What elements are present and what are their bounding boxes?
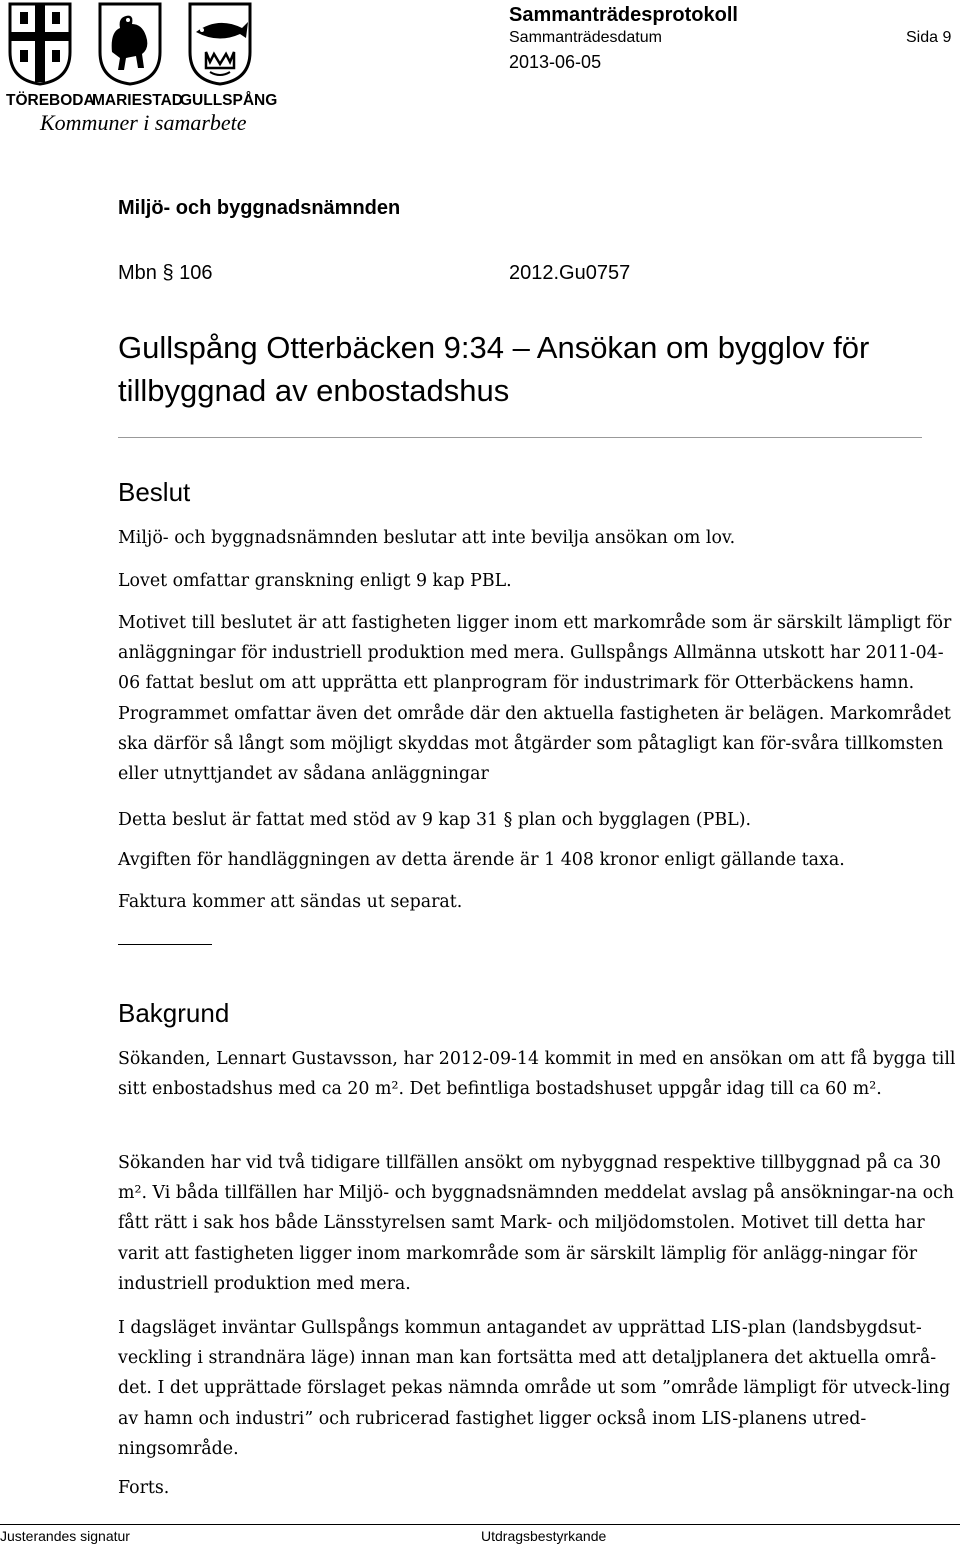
protocol-title: Sammanträdesprotokoll	[509, 4, 738, 26]
gullspang-crest-icon	[188, 2, 252, 86]
background-paragraph: Sökanden har vid två tidigare tillfällen ansökt om nybyggnad respektive tillbyggnad på ca 30 m². Vi båda tillfällen har Miljö- och byggnadsnämnden meddelat avslag på ansökningar-na och fått rätt i sak hos både Länsstyrelsen samt Mark- och miljödomstolen. Motivet till detta har varit att fastigheten ligger inom markområde som är särskilt lämplig för anlägg-ningar för industriell produktion med mera.	[118, 1153, 954, 1294]
background-paragraph: Sökanden, Lennart Gustavsson, har 2012-09-14 kommit in med en ansökan om att få bygga till sitt enbostadshus med ca 20 m². Det befintliga bostadshuset uppgår idag till ca 60 m².	[118, 1049, 956, 1100]
municipality-crests	[6, 2, 278, 135]
section-heading-bakgrund: Bakgrund	[118, 998, 230, 1028]
divider	[118, 437, 922, 438]
town-name-gullspang: GULLSPÅNG	[180, 92, 278, 109]
paragraph-number: Mbn § 106	[118, 262, 213, 284]
decision-paragraph: Lovet omfattar granskning enligt 9 kap PBL.	[118, 571, 512, 591]
page-number: Sida 9	[906, 29, 952, 46]
decision-paragraph: Motivet till beslutet är att fastigheten ligger inom ett markområde som är särskilt lämpligt för anläggningar för industriell produktion med mera. Gullspångs Allmänna utskott har 2011-04-06 fattat beslut om att upprätta ett planprogram för industrimark för Otterbäckens hamn. Programmet omfattar även det område där den aktuella fastigheten är belägen. Markområdet ska därför så långt som möjligt skyddas mot åtgärder som påtagligt kan för-svåra tillkomsten eller utnyttjandet av sådana anläggningar	[118, 613, 952, 785]
section-divider	[118, 944, 212, 945]
decision-paragraph: Detta beslut är fattat med stöd av 9 kap 31 § plan och bygglagen (PBL).	[118, 810, 752, 830]
background-paragraph: I dagsläget inväntar Gullspångs kommun antagandet av upprättad LIS-plan (landsbygdsut-veckling i strandnära läge) innan man kan fortsätta med att detaljplanera det aktuella områ-det. I det upprättade förslaget pekas nämnda område ut som ”område lämpligt för utveck-ling av hamn och industri” och rubricerad fastighet ligger också inom LIS-planens utred-ningsområde.	[118, 1318, 951, 1459]
case-title: Gullspång Otterbäcken 9:34 – Ansökan om bygglov för tillbyggnad av enbostadshus	[118, 330, 870, 408]
diary-number: 2012.Gu0757	[509, 262, 631, 284]
footer-divider	[0, 1524, 960, 1525]
decision-paragraph: Miljö- och byggnadsnämnden beslutar att inte bevilja ansökan om lov.	[118, 528, 736, 548]
tagline: Kommuner i samarbete	[40, 110, 247, 135]
town-name-toreboda: TÖREBODA	[6, 92, 95, 109]
section-heading-beslut: Beslut	[118, 477, 191, 507]
town-name-mariestad: MARIESTAD	[92, 92, 183, 109]
decision-paragraph: Faktura kommer att sändas ut separat.	[118, 892, 463, 912]
continued-note: Forts.	[118, 1478, 170, 1498]
date-label: Sammanträdesdatum	[509, 29, 662, 46]
toreboda-crest-icon	[8, 2, 72, 86]
extract-label: Utdragsbestyrkande	[481, 1528, 607, 1544]
signature-label: Justerandes signatur	[0, 1528, 130, 1544]
committee-name: Miljö- och byggnadsnämnden	[118, 197, 401, 219]
decision-paragraph: Avgiften för handläggningen av detta ärende är 1 408 kronor enligt gällande taxa.	[118, 850, 845, 870]
mariestad-crest-icon	[98, 2, 162, 86]
meeting-date: 2013-06-05	[509, 52, 602, 72]
